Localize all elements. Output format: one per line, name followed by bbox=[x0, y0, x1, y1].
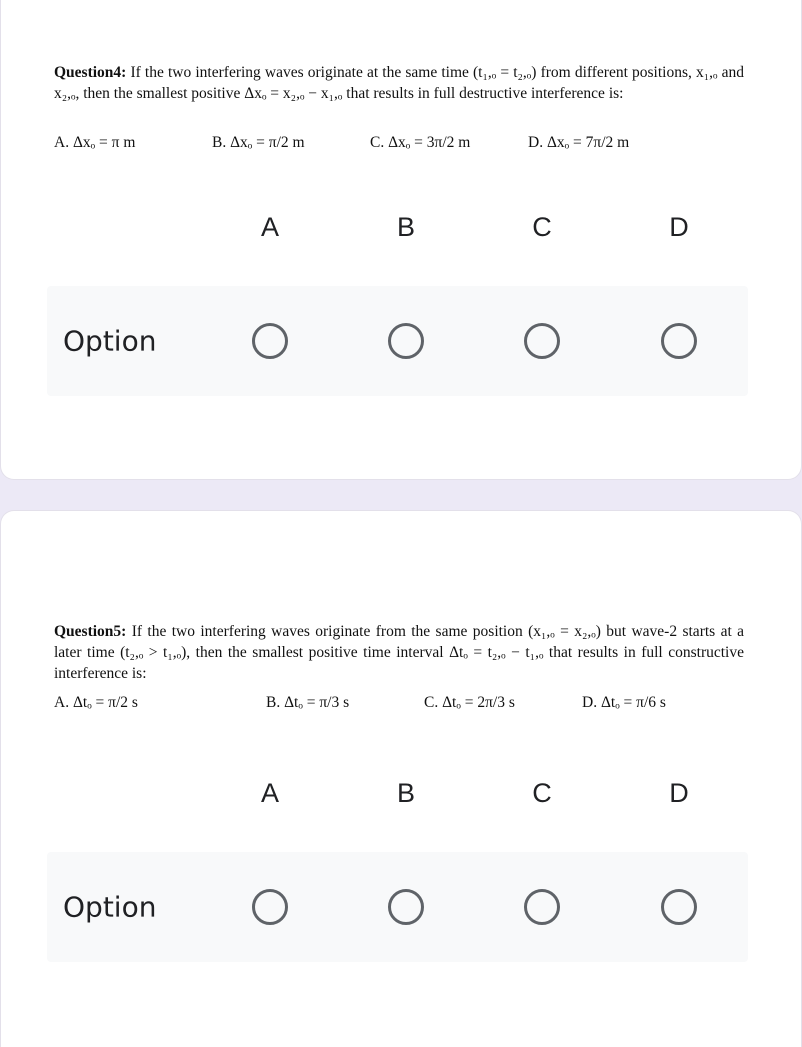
question-4-label: Question4: bbox=[54, 64, 127, 81]
question-4-answer-d: D. Δxₒ = 7π/2 m bbox=[528, 134, 630, 151]
column-header-d: D bbox=[669, 212, 689, 242]
radio-unchecked-icon[interactable] bbox=[524, 889, 560, 925]
radio-unchecked-icon[interactable] bbox=[252, 323, 288, 359]
radio-unchecked-icon[interactable] bbox=[388, 889, 424, 925]
question-5-text bbox=[54, 621, 744, 684]
question-5-body: If the two interfering waves originate from the same position (x₁,ₒ = x₂,ₒ) but wave-2 starts at a later time (t₂,ₒ > t₁,ₒ), then the smallest positive time interval Δtₒ = t₂,ₒ − t₁,ₒ that results in full constructive interference is: bbox=[54, 623, 745, 682]
radio-unchecked-icon[interactable] bbox=[524, 323, 560, 359]
column-header-d: D bbox=[669, 778, 689, 808]
option-row bbox=[47, 286, 748, 396]
column-header-b: B bbox=[396, 778, 415, 808]
radio-unchecked-icon[interactable] bbox=[388, 323, 424, 359]
option-row bbox=[47, 852, 748, 962]
question-4-text bbox=[54, 62, 744, 104]
column-header-c: C bbox=[532, 212, 552, 242]
column-header-b: B bbox=[396, 212, 415, 242]
question-5-answer-a: A. Δtₒ = π/2 s bbox=[54, 694, 138, 711]
question-4-answer-c: C. Δxₒ = 3π/2 m bbox=[370, 134, 471, 151]
question-4-answer-b: B. Δxₒ = π/2 m bbox=[212, 134, 305, 151]
question-5-label: Question5: bbox=[54, 623, 127, 640]
radio-unchecked-icon[interactable] bbox=[661, 889, 697, 925]
radio-unchecked-icon[interactable] bbox=[252, 889, 288, 925]
question-5-answer-c: C. Δtₒ = 2π/3 s bbox=[424, 694, 515, 711]
column-header-a: A bbox=[260, 778, 279, 808]
column-header-c: C bbox=[532, 778, 552, 808]
question-5-answers bbox=[54, 694, 754, 716]
row-label: Option bbox=[63, 324, 157, 358]
question-5-answer-d: D. Δtₒ = π/6 s bbox=[582, 694, 666, 711]
question-5-answer-b: B. Δtₒ = π/3 s bbox=[266, 694, 350, 711]
question-4-answer-a: A. Δxₒ = π m bbox=[54, 134, 136, 151]
radio-unchecked-icon[interactable] bbox=[661, 323, 697, 359]
row-label: Option bbox=[63, 890, 157, 924]
column-header-a: A bbox=[260, 212, 279, 242]
question-4-answers bbox=[54, 134, 754, 156]
question-4-body: If the two interfering waves originate at the same time (t₁,ₒ = t₂,ₒ) from different positions, x₁,ₒ and x₂,ₒ, then the smallest positive Δxₒ = x₂,ₒ − x₁,ₒ that results in full destructive interference is: bbox=[54, 64, 745, 102]
